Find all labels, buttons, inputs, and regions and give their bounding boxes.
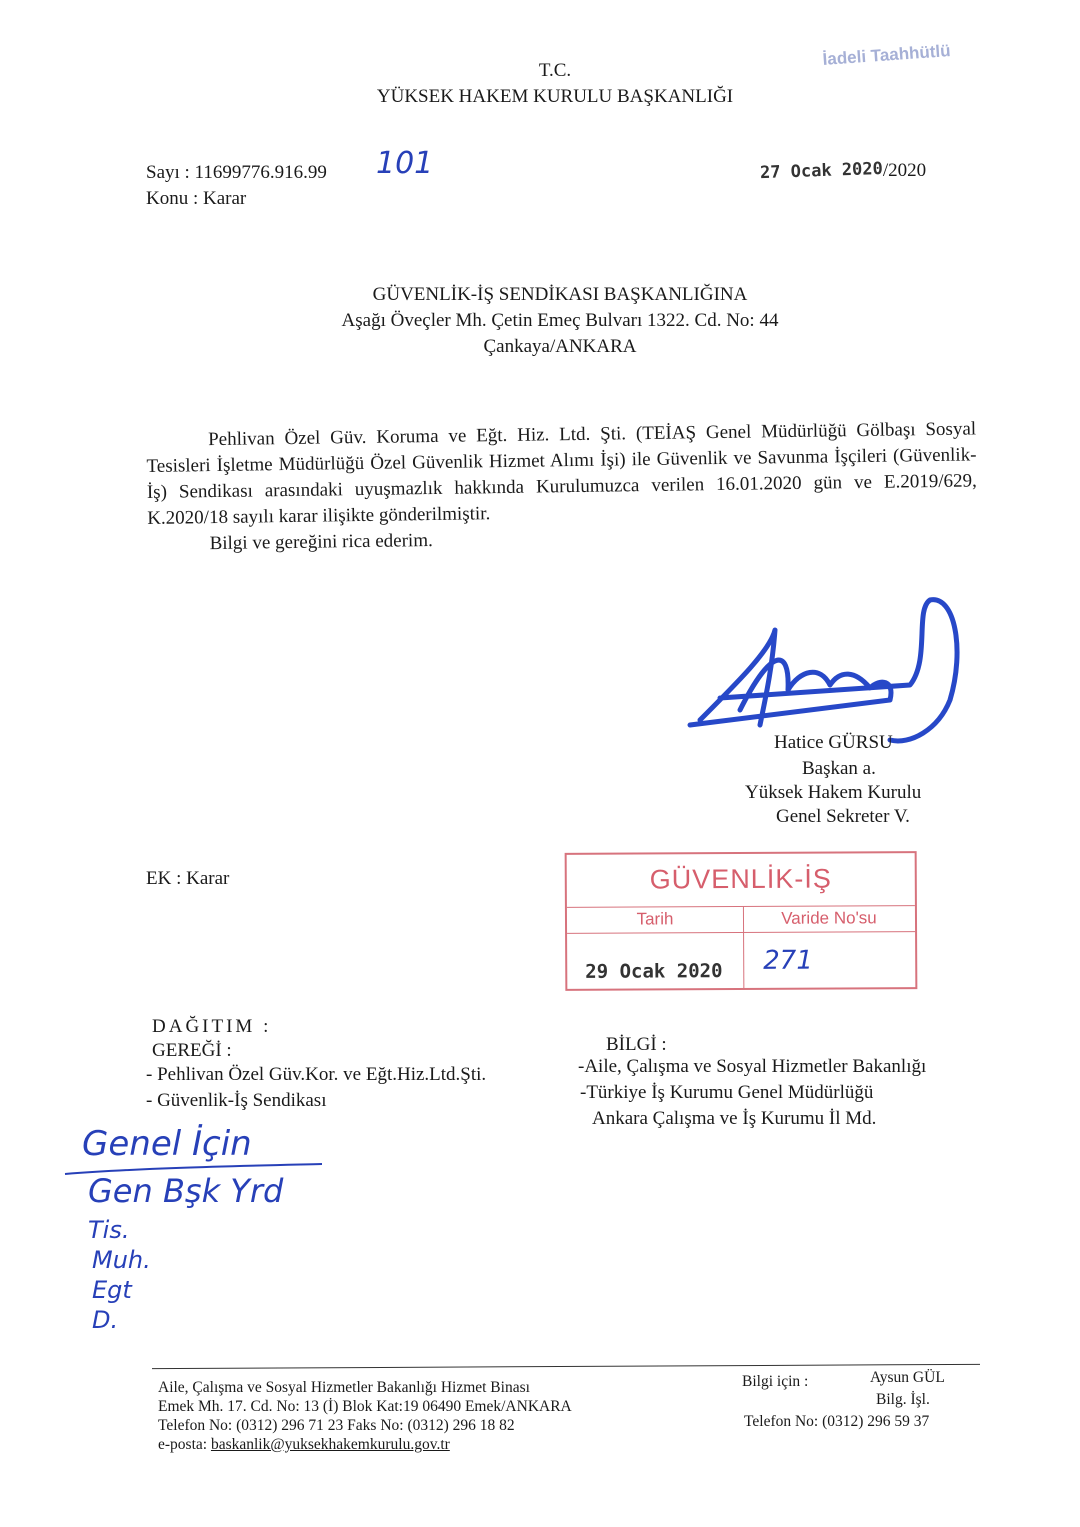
- gereği-label: GEREĞİ :: [152, 1040, 232, 1061]
- handwritten-note-6: D.: [92, 1306, 119, 1334]
- country-heading: T.C.: [538, 60, 572, 81]
- stamp-date-label: Tarih: [636, 909, 674, 929]
- signatory-title-1: Başkan a.: [802, 758, 876, 779]
- attachment-row: [146, 868, 229, 890]
- footer-phone: Telefon No: (0312) 296 71 23 Faks No: (0312) 296 18 82: [158, 1417, 515, 1434]
- gereği-item-2: - Güvenlik-İş Sendikası: [146, 1090, 327, 1111]
- footer-info-name: Aysun GÜL: [870, 1369, 945, 1386]
- handwritten-note-2: Gen Bşk Yrd: [88, 1172, 284, 1210]
- signatory-title-2: Yüksek Hakem Kurulu: [745, 782, 922, 803]
- attachment-value: : Karar: [176, 868, 230, 889]
- gereği-item-1: - Pehlivan Özel Güv.Kor. ve Eğt.Hiz.Ltd.Şti.: [146, 1064, 487, 1085]
- bilgi-item-2: -Türkiye İş Kurumu Genel Müdürlüğü: [580, 1082, 874, 1103]
- letter-date: [760, 160, 926, 182]
- distribution-heading: DAĞITIM :: [152, 1016, 272, 1037]
- stamp-date-value: 29 Ocak 2020: [585, 960, 723, 983]
- stamp-org-name: GÜVENLİK-İŞ: [649, 863, 832, 895]
- footer-address-2: Emek Mh. 17. Cd. No: 13 (İ) Blok Kat:19 06490 Emek/ANKARA: [158, 1398, 572, 1415]
- recipient-name: GÜVENLİK-İŞ SENDİKASI BAŞKANLIĞINA: [372, 284, 748, 305]
- signatory-name: Hatice GÜRSU: [774, 732, 893, 753]
- footer-address-1: Aile, Çalışma ve Sosyal Hizmetler Bakanlığı Hizmet Binası: [158, 1379, 530, 1396]
- footer-info-phone: Telefon No: (0312) 296 59 37: [744, 1413, 930, 1430]
- closing-sentence: Bilgi ve gereğini rica ederim.: [209, 530, 433, 555]
- signatory-title-3: Genel Sekreter V.: [776, 806, 910, 827]
- letter-body: [146, 416, 978, 558]
- footer-info-label: Bilgi için :: [742, 1373, 809, 1390]
- registered-mail-stamp: İadeli Taahhütlü: [822, 41, 952, 69]
- bilgi-item-1: -Aile, Çalışma ve Sosyal Hizmetler Bakanlığı: [578, 1056, 927, 1077]
- stamp-number-label: Varide No'su: [781, 908, 877, 928]
- stamp-number-value: 271: [763, 945, 813, 976]
- sayi-value: : 11699776.916.99: [184, 162, 327, 183]
- footer-info-title: Bilg. İşl.: [876, 1391, 930, 1408]
- date-suffix: /2020: [882, 160, 927, 181]
- konu-label: Konu: [146, 188, 189, 209]
- konu-row: [146, 188, 246, 210]
- bilgi-label: BİLGİ :: [606, 1034, 667, 1055]
- footer-divider: [152, 1364, 980, 1369]
- handwritten-note-4: Muh.: [92, 1246, 151, 1274]
- footer-address-block: [158, 1378, 572, 1454]
- date-stamp: 27 Ocak 2020: [759, 158, 884, 184]
- sayi-row: [146, 162, 327, 184]
- sayi-label: Sayı: [146, 162, 180, 183]
- receipt-stamp: [565, 851, 918, 991]
- footer-email-row: [158, 1435, 572, 1454]
- handwritten-note-1: Genel İçin: [82, 1124, 252, 1164]
- sayi-handwritten-number: 101: [376, 146, 434, 181]
- recipient-address: Aşağı Öveçler Mh. Çetin Emeç Bulvarı 1322. Cd. No: 44: [341, 310, 779, 331]
- recipient-city: Çankaya/ANKARA: [483, 336, 637, 357]
- body-paragraph: Pehlivan Özel Güv. Koruma ve Eğt. Hiz. Ltd. Şti. (TEİAŞ Genel Müdürlüğü Gölbaşı Sosyal Tesisleri İşletme Müdürlüğü Özel Güvenlik Hizmet Alımı İşi) ile Güvenlik ve Savunma İşçileri (Güvenlik-İş) Sendikası arasındaki uyuşmazlık hakkında Kurulumuzca verilen 16.01.2020 gün ve E.2019/629, K.2020/18 sayılı karar ilişikte gönderilmiştir.: [146, 418, 977, 529]
- institution-heading: YÜKSEK HAKEM KURULU BAŞKANLIĞI: [376, 86, 734, 107]
- bilgi-item-3: Ankara Çalışma ve İş Kurumu İl Md.: [592, 1108, 877, 1129]
- attachment-label: EK: [146, 868, 172, 889]
- footer-email-label: e-posta:: [158, 1436, 208, 1453]
- konu-value: : Karar: [192, 188, 247, 209]
- handwritten-note-5: Egt: [92, 1276, 132, 1304]
- footer-email-link[interactable]: baskanlik@yuksekhakemkurulu.gov.tr: [210, 1436, 450, 1453]
- handwritten-note-3: Tis.: [88, 1216, 130, 1244]
